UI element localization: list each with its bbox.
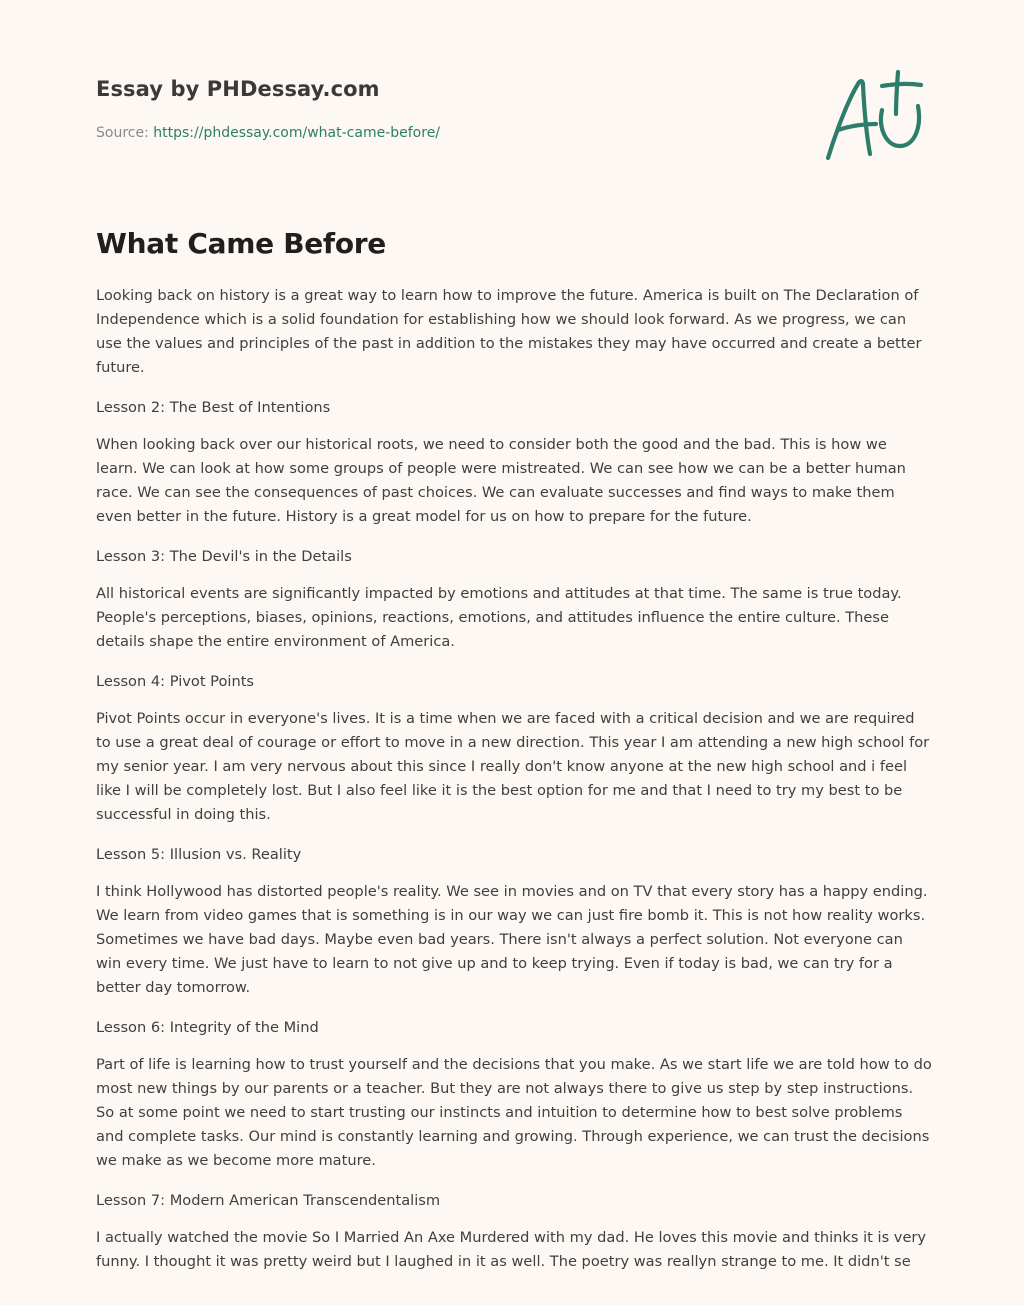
a-plus-logo-icon	[824, 66, 926, 166]
site-title: Essay by PHDessay.com	[96, 77, 380, 101]
paragraph: Pivot Points occur in everyone's lives. It is a time when we are faced with a critical decision and we are required to use a great deal of courage or effort to move in a new direction. This year I am attending a new high school for my senior year. I am very nervous about this since I really don't know anyone at the new high school and i feel like I will be completely lost. But I also feel like it is the best option for me and that I need to try my best to be successful in doing this.	[96, 710, 930, 823]
essay-body	[96, 284, 932, 1290]
section-heading: Lesson 6: Integrity of the Mind	[96, 1019, 319, 1036]
paragraph: When looking back over our historical roots, we need to consider both the good and the bad. This is how we learn. We can look at how some groups of people were mistreated. We can see how we can be a better human race. We can see the consequences of past choices. We can evaluate successes and find ways to make them even better in the future. History is a great model for us on how to prepare for the future.	[96, 436, 906, 525]
section-heading: Lesson 5: Illusion vs. Reality	[96, 846, 302, 863]
source-link[interactable]: https://phdessay.com/what-came-before/	[153, 125, 441, 141]
paragraph: I actually watched the movie So I Married An Axe Murdered with my dad. He loves this movie and thinks it is very funny. I thought it was pretty weird but I laughed in it as well. The poetry was reallyn strange to me. It didn't se	[96, 1229, 927, 1270]
section-heading: Lesson 7: Modern American Transcendentalism	[96, 1192, 441, 1209]
section-heading: Lesson 4: Pivot Points	[96, 673, 255, 690]
source-line	[96, 123, 716, 143]
page-header	[96, 74, 716, 143]
source-label: Source:	[96, 125, 154, 141]
paragraph: I think Hollywood has distorted people's reality. We see in movies and on TV that every story has a happy ending. We learn from video games that is something is in our way we can just fire bomb it. This is not how reality works. Sometimes we have bad days. Maybe even bad years. There isn't always a perfect solution. Not everyone can win every time. We just have to learn to not give up and to keep trying. Even if today is bad, we can try for a better day tomorrow.	[96, 883, 928, 996]
page-title: What Came Before	[96, 227, 386, 260]
paragraph: Looking back on history is a great way to learn how to improve the future. America is built on The Declaration of Independence which is a solid foundation for establishing how we should look forward. As we progress, we can use the values and principles of the past in addition to the mistakes they may have occurred and create a better future.	[96, 287, 922, 376]
paragraph: Part of life is learning how to trust yourself and the decisions that you make. As we start life we are told how to do most new things by our parents or a teacher. But they are not always there to give us step by step instructions. So at some point we need to start trusting our instincts and intuition to determine how to best solve problems and complete tasks. Our mind is constantly learning and growing. Through experience, we can trust the decisions we make as we become more mature.	[96, 1056, 932, 1169]
section-heading: Lesson 2: The Best of Intentions	[96, 399, 331, 416]
paragraph: All historical events are significantly impacted by emotions and attitudes at that time. The same is true today. People's perceptions, biases, opinions, reactions, emotions, and attitudes influence the entire culture. These details shape the entire environment of America.	[96, 585, 902, 650]
section-heading: Lesson 3: The Devil's in the Details	[96, 548, 352, 565]
